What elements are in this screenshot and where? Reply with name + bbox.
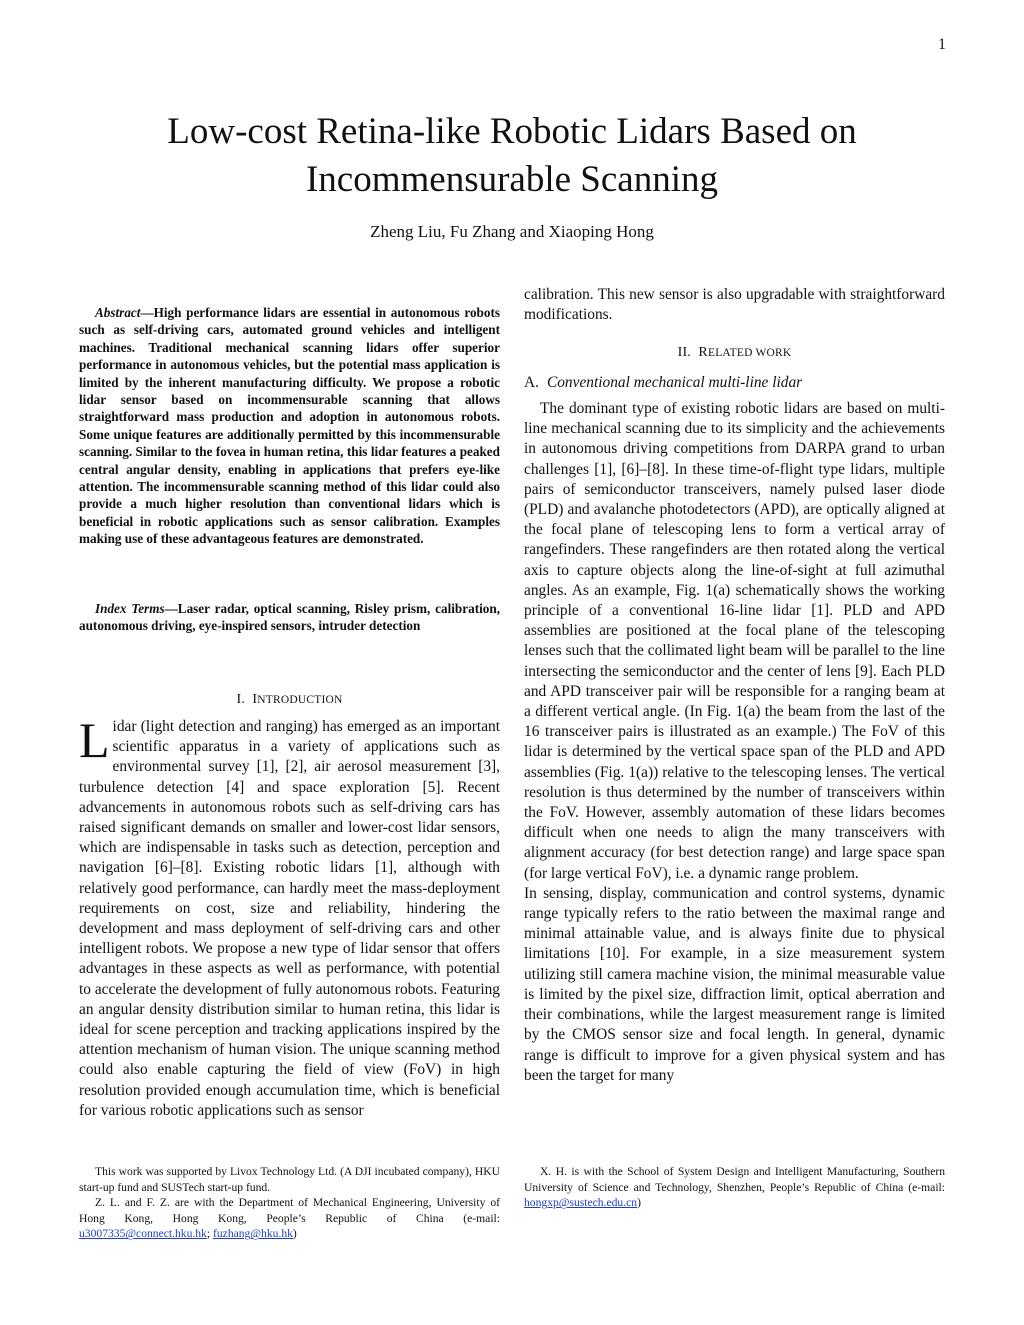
affiliation-text-right: X. H. is with the School of System Design and Intelligent Manufacturing, Southern University of Science and Technology, Shenzhen, People’s Republic of China (e-mail: — [524, 1165, 945, 1194]
funding-footnote: This work was supported by Livox Technology Ltd. (A DJI incubated company), HKU start-up fund and SUSTech start-up fund. — [79, 1165, 500, 1194]
introduction-body — [79, 712, 500, 1121]
related-work-heading — [524, 345, 945, 361]
abstract — [79, 304, 500, 548]
related-work-heading-first: R — [698, 345, 708, 360]
index-terms-text: —Laser radar, optical scanning, Risley prism, calibration, autonomous driving, eye-inspired sensors, intruder detection — [79, 601, 500, 634]
subsection-label: A. — [524, 374, 539, 391]
subsection-heading — [524, 374, 945, 392]
email-separator: ; — [206, 1227, 214, 1241]
footnote-close-left: ) — [292, 1227, 297, 1241]
introduction-text: idar (light detection and ranging) has emerged as an important scientific apparatus in a variety of applications such as environmental survey [1], [2], air aerosol measurement [3], turbulence detection [4] and space exploration [5]. Recent advancements in autonomous robots such as self-driving cars has raised significant demands on smaller and lower-cost lidar sensors, which are indispensable in tasks such as detection, perception and navigation [6]–[8]. Existing robotic lidars [1], although with relatively good performance, can hardly meet the mass-deployment requirements on cost, size and reliability, hindering the development and mass deployment of self-driving cars and other intelligent robots. We propose a new type of lidar sensor that offers advantages in these aspects as well as performance, with potential to accelerate the development of fully autonomous robots. Featuring an angular density distribution similar to human retina, this lidar is ideal for scene perception and tracking applications inspired by the attention mechanism of human vision. The unique scanning method could also enable capturing the field of view (FoV) in high resolution provided enough accumulation time, which is beneficial for various robotic applications such as sensor — [79, 718, 500, 1119]
index-terms-lead: Index Terms — [95, 601, 165, 616]
index-terms — [79, 600, 500, 635]
introduction-heading-rest: NTRODUCTION — [257, 694, 343, 706]
page-number: 1 — [938, 36, 946, 53]
email-link-fz[interactable]: fuzhang@hku.hk — [213, 1227, 293, 1241]
footnotes-left — [79, 1164, 500, 1242]
introduction-numeral: I. — [236, 692, 246, 707]
footnotes-right — [524, 1164, 945, 1211]
paper-title — [80, 108, 944, 204]
abstract-text: —High performance lidars are essential in autonomous robots such as self-driving cars, automated ground vehicles and intelligent machines. Traditional mechanical scanning lidars offer superior performance in autonomous vehicles, but the potential mass application is limited by the inherent manufacturing difficulty. We propose a robotic lidar sensor based on incommensurable scanning that allows straightforward mass production and adoption in autonomous robots. Some unique features are additionally permitted by this incommensurable scanning. Similar to the fovea in human retina, this lidar features a peaked central angular density, enabling in applications that prefers eye-like attention. The incommensurable scanning method of this lidar could also provide a much higher resolution than conventional lidars which is beneficial in robotic applications such as sensor calibration. Examples making use of these advantageous features are demonstrated. — [79, 305, 500, 547]
related-work-body — [524, 399, 945, 1086]
footnote-close-right: ) — [637, 1196, 641, 1210]
affiliation-footnote-right — [524, 1164, 945, 1211]
introduction-heading — [79, 692, 500, 708]
subsection-title: Conventional mechanical multi-line lidar — [546, 374, 803, 391]
title-line-1: Low-cost Retina-like Robotic Lidars Based on — [167, 111, 857, 152]
introduction-heading-first: I — [252, 692, 258, 707]
related-work-paragraph-1: The dominant type of existing robotic lidars are based on multi-line mechanical scanning due to its simplicity and the achievements in autonomous driving competitions from DARPA grand to urban challenges [1], [6]–[8]. In these time-of-flight type lidars, multiple pairs of semiconductor transceivers, namely pulsed laser diode (PLD) and avalanche photodetectors (APD), are optically aligned at the focal plane of telescoping lens to form a vertical array of rangefinders. These rangefinders are then rotated along the vertical axis to capture objects along the line-of-sight at full azimuthal angles. As an example, Fig. 1(a) schematically shows the working principle of a conventional 16-line lidar [1]. PLD and APD assemblies are positioned at the focal plane of the telescoping lenses such that the collimated light beam will be parallel to the line intersecting the semiconductor and the center of lens [9]. Each PLD and APD transceiver pair will be responsible for a ranging beam at a different vertical angle. (In Fig. 1(a) the beam from the last of the 16 transceiver pairs is illustrated as an example.) The FoV of this lidar is determined by the vertical space span of the PLD and APD assemblies (Fig. 1(a)) relative to the telescoping lenses. The vertical resolution is thus determined by the number of transceivers within the FoV. However, assembly automation of these lidars becomes difficult when one needs to align the many transceivers with alignment accuracy (for best detection range) and large space span (for large vertical FoV), i.e. a dynamic range problem. — [524, 400, 945, 882]
related-work-numeral: II. — [677, 345, 692, 360]
title-line-2: Incommensurable Scanning — [305, 159, 719, 200]
affiliation-text-left: Z. L. and F. Z. are with the Department of Mechanical Engineering, University of Hong Kong, Hong Kong, People’s Republic of China (e-mail: — [79, 1196, 500, 1225]
email-link-xh[interactable]: hongxp@sustech.edu.cn — [524, 1196, 638, 1210]
author-list: Zheng Liu, Fu Zhang and Xiaoping Hong — [370, 222, 654, 241]
email-link-zl[interactable]: u3007335@connect.hku.hk — [79, 1227, 207, 1241]
drop-cap: L — [79, 712, 110, 768]
related-work-heading-rest: ELATED WORK — [707, 347, 792, 359]
introduction-continued: calibration. This new sensor is also upgradable with straightforward modifications. — [524, 286, 945, 324]
related-work-paragraph-2: In sensing, display, communication and control systems, dynamic range typically refers to the ratio between the maximal range and minimal attainable value, and is always finite due to physical limitations [10]. For example, in a size measurement system utilizing still camera machine vision, the minimal measurable value is limited by the pixel size, diffraction limit, optical aberration and their combinations, while the largest measurement range is limited by the CMOS sensor size and focal length. In general, dynamic range is difficult to improve for a given physical system and has been the target for many — [524, 884, 945, 1084]
abstract-lead: Abstract — [95, 305, 141, 320]
affiliation-footnote-left — [79, 1195, 500, 1242]
